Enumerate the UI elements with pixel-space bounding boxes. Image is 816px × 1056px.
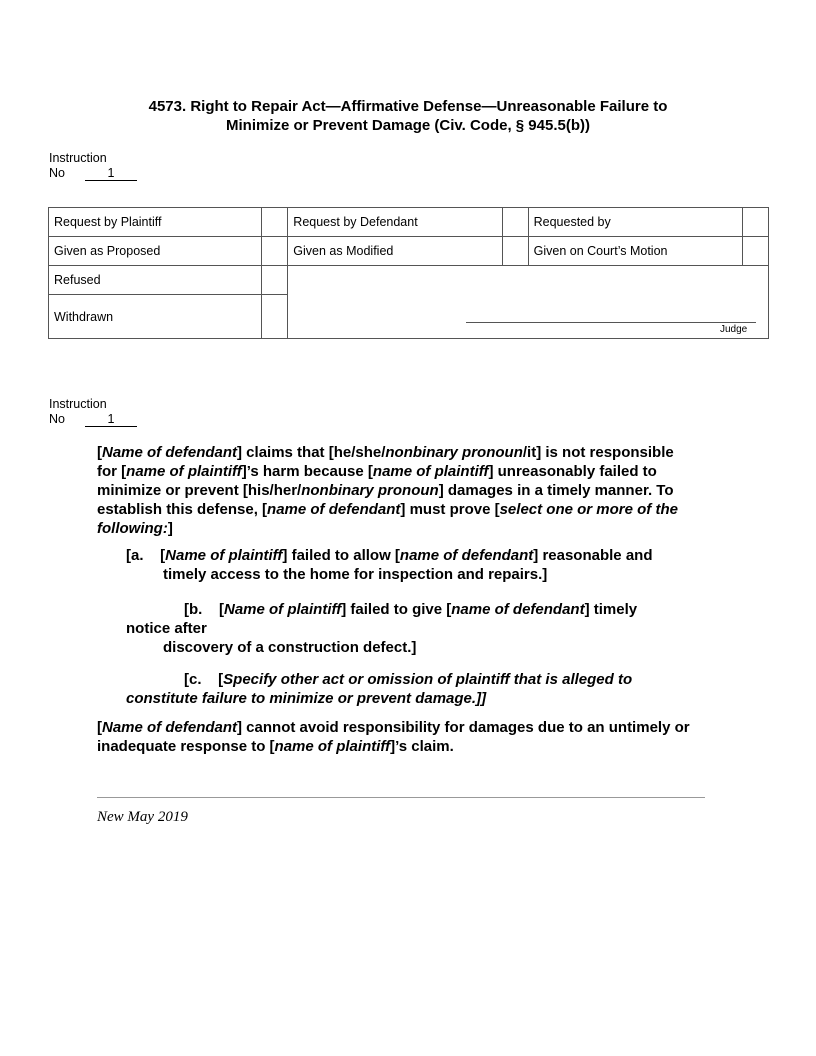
instruction-number-block-top [49, 151, 137, 181]
given-as-modified-checkbox[interactable] [502, 237, 528, 266]
given-as-modified-label: Given as Modified [288, 237, 502, 266]
instruction-paragraph-2: [Name of defendant] cannot avoid responsibility for damages due to an untimely or inadequate response to [name of plaintiff]’s claim. [97, 719, 690, 755]
footer-divider [97, 797, 705, 798]
list-item-b: [b. [Name of plaintiff] failed to give [name of defendant] timely notice after discovery of a construction defect.] [126, 601, 638, 656]
request-by-defendant-label: Request by Defendant [288, 208, 502, 237]
instruction-label: Instruction [49, 151, 107, 165]
instruction-number: 1 [85, 413, 137, 427]
judge-label: Judge [720, 324, 748, 335]
given-on-courts-motion-label: Given on Court’s Motion [528, 237, 742, 266]
judge-signature-line [466, 322, 756, 323]
given-as-proposed-checkbox[interactable] [262, 237, 288, 266]
refused-checkbox[interactable] [262, 266, 288, 295]
judge-signature-area [288, 266, 769, 339]
no-label: No [49, 411, 65, 426]
instruction-paragraph-1: [Name of defendant] claims that [he/she/nonbinary pronoun/it] is not responsible for [name of plaintiff]’s harm because [name of plaintiff] unreasonably failed to minimize or prevent [his/her/nonbinary pronoun] damages in a timely manner. To establish this defense, [name of defendant] must prove [select one or more of the following:] [97, 444, 678, 537]
withdrawn-label: Withdrawn [49, 295, 262, 339]
title-line-1: 4573. Right to Repair Act—Affirmative Defense—Unreasonable Failure to [148, 98, 668, 115]
request-by-plaintiff-checkbox[interactable] [262, 208, 288, 237]
refused-label: Refused [49, 266, 262, 295]
request-table [48, 207, 769, 339]
instruction-title [60, 97, 756, 135]
title-line-2: Minimize or Prevent Damage (Civ. Code, § 945.5(b)) [226, 117, 590, 134]
request-by-defendant-checkbox[interactable] [502, 208, 528, 237]
list-item-a: [a. [Name of plaintiff] failed to allow [name of defendant] reasonable and timely access to the home for inspection and repairs.] [126, 547, 653, 583]
instruction-label: Instruction [49, 397, 107, 411]
requested-by-checkbox[interactable] [743, 208, 769, 237]
instruction-number-block-bottom [49, 397, 137, 427]
request-by-plaintiff-label: Request by Plaintiff [49, 208, 262, 237]
given-on-courts-motion-checkbox[interactable] [743, 237, 769, 266]
withdrawn-checkbox[interactable] [262, 295, 288, 339]
requested-by-label: Requested by [528, 208, 742, 237]
given-as-proposed-label: Given as Proposed [49, 237, 262, 266]
instruction-number: 1 [85, 167, 137, 181]
list-item-c: [c. [Specify other act or omission of plaintiff that is alleged to constitute failure to minimize or prevent damage.]] [126, 671, 633, 707]
no-label: No [49, 165, 65, 180]
footer-note: New May 2019 [97, 809, 188, 825]
